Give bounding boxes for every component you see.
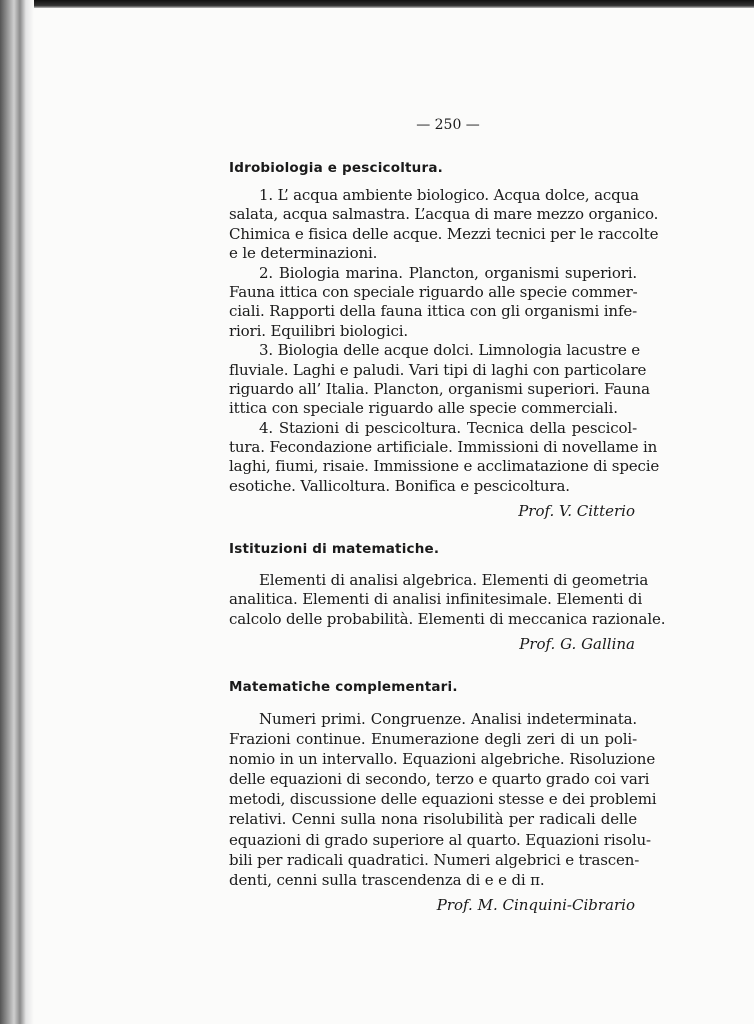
section-body bbox=[229, 186, 660, 496]
text-line: 1. L’ acqua ambiente biologico. Acqua dolce, acqua bbox=[259, 186, 639, 204]
section-heading: Idrobiologia e pescicoltura. bbox=[229, 160, 443, 176]
signature: Prof. V. Citterio bbox=[518, 502, 635, 521]
text-line: Chimica e fisica delle acque. Mezzi tecnici per le raccolte bbox=[229, 224, 659, 243]
signature: Prof. G. Gallina bbox=[519, 635, 635, 654]
text-line: 4. Stazioni di pescicoltura. Tecnica della pescicol- bbox=[259, 418, 637, 437]
text-line: equazioni di grado superiore al quarto. Equazioni risolu- bbox=[229, 830, 651, 849]
text-line: salata, acqua salmastra. L’acqua di mare mezzo organico. bbox=[229, 205, 659, 224]
section-body bbox=[229, 571, 666, 629]
section-heading: Istituzioni di matematiche. bbox=[229, 541, 440, 557]
page-number: — 250 — bbox=[416, 117, 480, 133]
text-line: esotiche. Vallicoltura. Bonifica e pescicoltura. bbox=[229, 476, 570, 495]
section-matematiche-complementari bbox=[229, 679, 657, 914]
text-line: 2. Biologia marina. Plancton, organismi superiori. bbox=[259, 263, 637, 282]
text-line: riori. Equilibri biologici. bbox=[229, 321, 409, 340]
section-istituzioni-matematiche bbox=[229, 541, 666, 654]
text-line: Fauna ittica con speciale riguardo alle specie commer- bbox=[229, 282, 638, 301]
signature: Prof. M. Cinquini-Cibrario bbox=[436, 895, 635, 914]
text-line: denti, cenni sulla trascendenza di e e di π. bbox=[229, 870, 545, 889]
section-body bbox=[229, 709, 657, 890]
text-line: metodi, discussione delle equazioni stesse e dei problemi bbox=[229, 790, 657, 809]
section-idrobiologia bbox=[229, 160, 660, 521]
text-line: 3. Biologia delle acque dolci. Limnologia lacustre e bbox=[259, 341, 641, 360]
text-line: ciali. Rapporti della fauna ittica con gli organismi infe- bbox=[229, 302, 637, 321]
text-line: delle equazioni di secondo, terzo e quarto grado coi vari bbox=[229, 770, 650, 789]
text-line: Numeri primi. Congruenze. Analisi indeterminata. bbox=[259, 710, 637, 728]
text-line: relativi. Cenni sulla nona risolubilità per radicali delle bbox=[229, 810, 637, 829]
text-line: laghi, fiumi, risaie. Immissione e acclimatazione di specie bbox=[229, 457, 660, 476]
text-line: fluviale. Laghi e paludi. Vari tipi di laghi con particolare bbox=[229, 360, 647, 379]
text-line: Elementi di analisi algebrica. Elementi di geometria bbox=[259, 571, 649, 589]
text-line: analitica. Elementi di analisi infinitesimale. Elementi di bbox=[229, 590, 643, 609]
scan-binding-edge bbox=[0, 0, 34, 1024]
text-line: Frazioni continue. Enumerazione degli zeri di un poli- bbox=[229, 730, 637, 749]
text-line: nomio in un intervallo. Equazioni algebriche. Risoluzione bbox=[229, 750, 656, 769]
text-line: e le determinazioni. bbox=[229, 244, 378, 263]
section-heading: Matematiche complementari. bbox=[229, 679, 458, 695]
scan-top-border bbox=[0, 0, 754, 8]
text-line: calcolo delle probabilità. Elementi di meccanica razionale. bbox=[229, 609, 666, 628]
text-line: bili per radicali quadratici. Numeri algebrici e trascen- bbox=[229, 850, 640, 869]
text-line: ittica con speciale riguardo alle specie commerciali. bbox=[229, 399, 618, 418]
text-line: tura. Fecondazione artificiale. Immissioni di novellame in bbox=[229, 438, 658, 457]
text-line: riguardo all’ Italia. Plancton, organismi superiori. Fauna bbox=[229, 379, 650, 398]
